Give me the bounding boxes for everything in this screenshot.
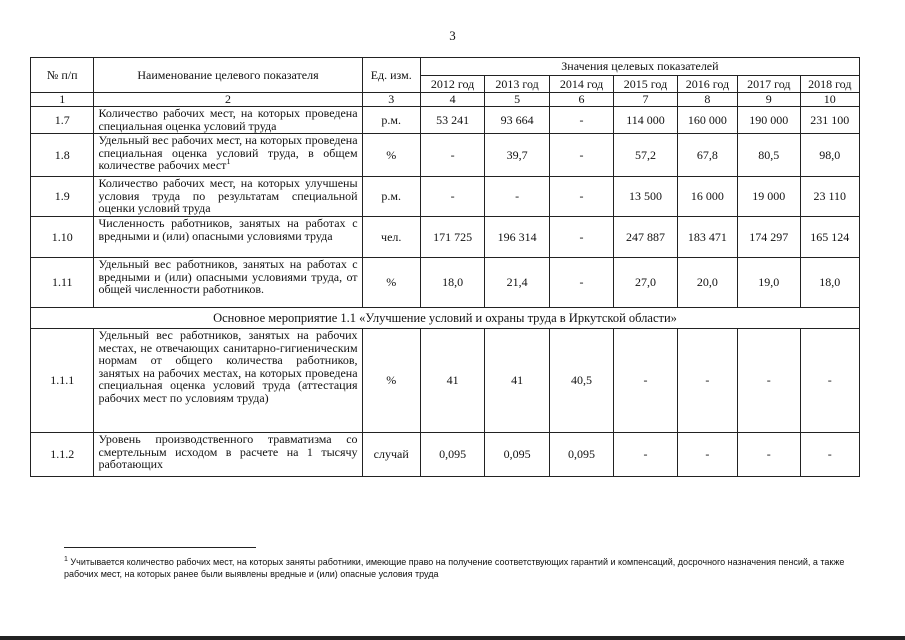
indicator-name bbox=[94, 433, 362, 477]
value-cell: 114 000 bbox=[614, 107, 677, 134]
indicator-row bbox=[31, 177, 860, 217]
year-2012: 2012 год bbox=[420, 76, 484, 93]
indicator-row bbox=[31, 433, 860, 477]
value-cell: - bbox=[549, 177, 613, 217]
value-cell: 18,0 bbox=[420, 258, 484, 308]
footnote-marker: 1 bbox=[64, 556, 68, 563]
unit: р.м. bbox=[362, 177, 420, 217]
value-cell: - bbox=[614, 329, 677, 433]
value-cell: 190 000 bbox=[738, 107, 800, 134]
value-cell: 196 314 bbox=[485, 217, 549, 258]
col-number: 9 bbox=[738, 93, 800, 107]
row-number: 1.8 bbox=[31, 134, 94, 177]
value-cell: 13 500 bbox=[614, 177, 677, 217]
indicator-row bbox=[31, 329, 860, 433]
value-cell: 20,0 bbox=[677, 258, 737, 308]
col-number: 10 bbox=[800, 93, 859, 107]
unit: % bbox=[362, 329, 420, 433]
header-name: Наименование целевого показателя bbox=[94, 58, 362, 93]
value-cell: - bbox=[677, 329, 737, 433]
header-values-group: Значения целевых показателей bbox=[420, 58, 859, 76]
unit: р.м. bbox=[362, 107, 420, 134]
indicator-name bbox=[94, 107, 362, 134]
indicator-row bbox=[31, 258, 860, 308]
value-cell: - bbox=[800, 329, 859, 433]
footnote-ref: 1 bbox=[226, 157, 231, 166]
value-cell: 231 100 bbox=[800, 107, 859, 134]
value-cell: - bbox=[738, 433, 800, 477]
indicator-name bbox=[94, 329, 362, 433]
indicator-name bbox=[94, 217, 362, 258]
col-number: 4 bbox=[420, 93, 484, 107]
column-numbers-row bbox=[31, 93, 860, 107]
col-number: 2 bbox=[94, 93, 362, 107]
value-cell: 80,5 bbox=[738, 134, 800, 177]
value-cell: 41 bbox=[420, 329, 484, 433]
value-cell: 98,0 bbox=[800, 134, 859, 177]
indicator-row bbox=[31, 134, 860, 177]
header-unit: Ед. изм. bbox=[362, 58, 420, 93]
value-cell: 57,2 bbox=[614, 134, 677, 177]
value-cell: 23 110 bbox=[800, 177, 859, 217]
value-cell: - bbox=[738, 329, 800, 433]
value-cell: - bbox=[549, 258, 613, 308]
value-cell: - bbox=[420, 177, 484, 217]
year-2013: 2013 год bbox=[485, 76, 549, 93]
row-number: 1.10 bbox=[31, 217, 94, 258]
year-2014: 2014 год bbox=[549, 76, 613, 93]
year-2018: 2018 год bbox=[800, 76, 859, 93]
col-number: 7 bbox=[614, 93, 677, 107]
value-cell: 19 000 bbox=[738, 177, 800, 217]
col-number: 1 bbox=[31, 93, 94, 107]
value-cell: 21,4 bbox=[485, 258, 549, 308]
unit: чел. bbox=[362, 217, 420, 258]
value-cell: - bbox=[614, 433, 677, 477]
indicator-name-text: Количество рабочих мест, на которых улучшены условия труда по результатам специальной оценки условий труда bbox=[98, 176, 358, 215]
indicator-row bbox=[31, 107, 860, 134]
indicator-row bbox=[31, 217, 860, 258]
value-cell: 160 000 bbox=[677, 107, 737, 134]
value-cell: 40,5 bbox=[549, 329, 613, 433]
year-2015: 2015 год bbox=[614, 76, 677, 93]
scan-bottom-edge bbox=[0, 636, 905, 640]
value-cell: 0,095 bbox=[549, 433, 613, 477]
year-2017: 2017 год bbox=[738, 76, 800, 93]
footnote-text: Учитывается количество рабочих мест, на которых заняты работники, имеющие право на получение соответствующих гарантий и компенсаций, досрочного назначения пенсий, а также рабочих мест, на которых ранее были выявлены вредные и (или) опасные условия труда bbox=[64, 557, 845, 579]
col-number: 8 bbox=[677, 93, 737, 107]
page-number: 3 bbox=[449, 28, 456, 43]
indicator-name-text: Количество рабочих мест, на которых проведена специальная оценка условий труда bbox=[98, 106, 358, 133]
value-cell: - bbox=[549, 134, 613, 177]
row-number: 1.1.2 bbox=[31, 433, 94, 477]
indicator-name-text: Удельный вес работников, занятых на работах с вредными и (или) опасными условиями труда, от общей численности работников. bbox=[98, 257, 358, 296]
value-cell: 67,8 bbox=[677, 134, 737, 177]
col-number: 5 bbox=[485, 93, 549, 107]
value-cell: 0,095 bbox=[485, 433, 549, 477]
row-number: 1.9 bbox=[31, 177, 94, 217]
header-row bbox=[31, 58, 860, 76]
value-cell: 39,7 bbox=[485, 134, 549, 177]
year-2016: 2016 год bbox=[677, 76, 737, 93]
value-cell: 93 664 bbox=[485, 107, 549, 134]
value-cell: 165 124 bbox=[800, 217, 859, 258]
value-cell: 16 000 bbox=[677, 177, 737, 217]
value-cell: 41 bbox=[485, 329, 549, 433]
section-title: Основное мероприятие 1.1 «Улучшение условий и охраны труда в Иркутской области» bbox=[31, 308, 860, 329]
value-cell: 18,0 bbox=[800, 258, 859, 308]
value-cell: 171 725 bbox=[420, 217, 484, 258]
unit: % bbox=[362, 258, 420, 308]
indicator-name-text: Удельный вес рабочих мест, на которых проведена специальная оценка условий труда, в общем количестве рабочих мест bbox=[98, 133, 358, 172]
header-num: № п/п bbox=[31, 58, 94, 93]
row-number: 1.11 bbox=[31, 258, 94, 308]
value-cell: - bbox=[800, 433, 859, 477]
indicator-name-text: Численность работников, занятых на работах с вредными и (или) опасными условиями труда bbox=[98, 216, 358, 243]
section-row bbox=[31, 308, 860, 329]
indicator-name bbox=[94, 177, 362, 217]
value-cell: - bbox=[549, 107, 613, 134]
target-indicators-table bbox=[30, 57, 860, 477]
indicator-name bbox=[94, 134, 362, 177]
value-cell: 27,0 bbox=[614, 258, 677, 308]
value-cell: 174 297 bbox=[738, 217, 800, 258]
indicator-name-text: Удельный вес работников, занятых на рабочих местах, не отвечающих санитарно-гигиеническим нормам от общего количества работников, занятых на рабочих местах, на которых проведена специальная оценка условий труда (аттестация рабочих мест по условиям труда) bbox=[98, 328, 358, 405]
value-cell: 247 887 bbox=[614, 217, 677, 258]
col-number: 6 bbox=[549, 93, 613, 107]
value-cell: 183 471 bbox=[677, 217, 737, 258]
row-number: 1.7 bbox=[31, 107, 94, 134]
indicator-name-text: Уровень производственного травматизма со смертельным исходом в расчете на 1 тысячу работающих bbox=[98, 432, 358, 471]
footnote-rule bbox=[64, 547, 256, 548]
value-cell: 0,095 bbox=[420, 433, 484, 477]
value-cell: - bbox=[420, 134, 484, 177]
col-number: 3 bbox=[362, 93, 420, 107]
footnote bbox=[64, 556, 854, 580]
value-cell: - bbox=[677, 433, 737, 477]
value-cell: 19,0 bbox=[738, 258, 800, 308]
indicator-name bbox=[94, 258, 362, 308]
value-cell: - bbox=[485, 177, 549, 217]
unit: % bbox=[362, 134, 420, 177]
value-cell: 53 241 bbox=[420, 107, 484, 134]
row-number: 1.1.1 bbox=[31, 329, 94, 433]
unit: случай bbox=[362, 433, 420, 477]
value-cell: - bbox=[549, 217, 613, 258]
